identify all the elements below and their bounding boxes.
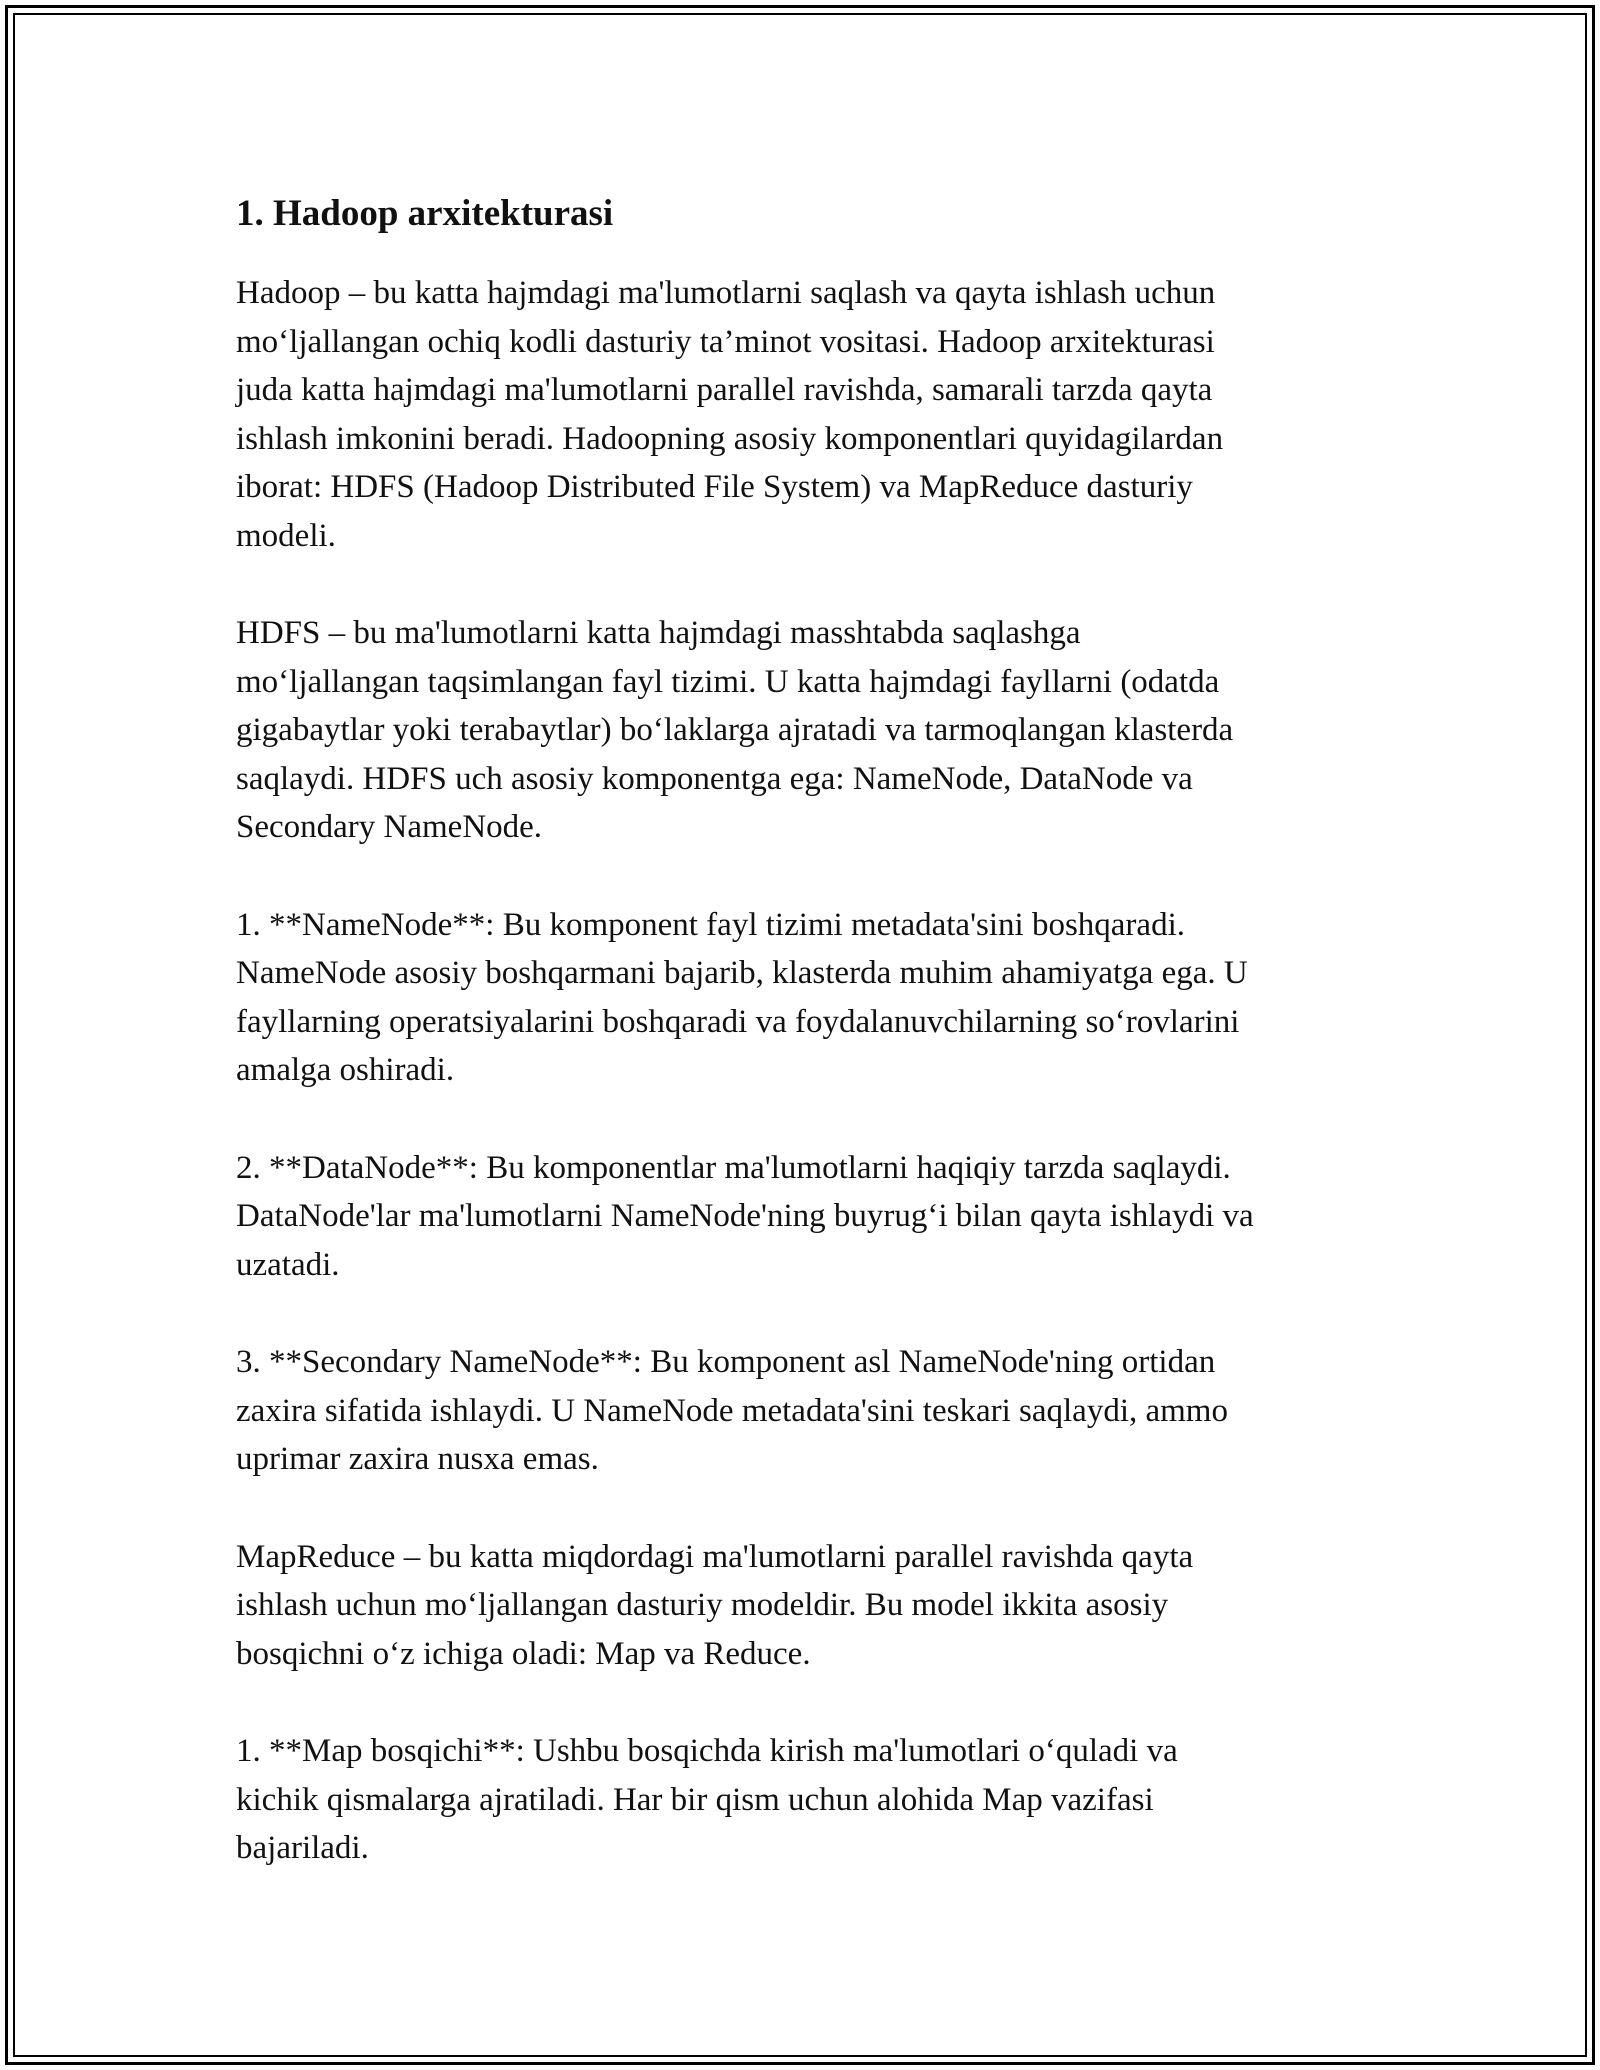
paragraph-mapreduce: MapReduce – bu katta miqdordagi ma'lumotlarni parallel ravishda qayta ishlash uchun mo‘ljallangan dasturiy modeldir. Bu model ikkita asosiy bosqichni o‘z ichiga oladi: Map va Reduce. xyxy=(236,1538,1194,1672)
paragraph-namenode: 1. **NameNode**: Bu komponent fayl tizimi metadata'sini boshqaradi. NameNode asosiy boshqarmani bajarib, klasterda muhim ahamiyatga ega. U fayllarning operatsiyalarini boshqaradi va foydalanuvchilarning so‘rovlarini amalga oshiradi. xyxy=(236,906,1248,1088)
paragraph-map-phase: 1. **Map bosqichi**: Ushbu bosqichda kirish ma'lumotlari o‘quladi va kichik qismalarga ajratiladi. Har bir qism uchun alohida Map vazifasi bajariladi. xyxy=(236,1733,1178,1866)
document-body xyxy=(236,185,1406,1922)
paragraph-hadoop-intro: Hadoop – bu katta hajmdagi ma'lumotlarni saqlash va qayta ishlash uchun mo‘ljallangan ochiq kodli dasturiy ta’minot vositasi. Hadoop arxitekturasi juda katta hajmdagi ma'lumotlarni parallel ravishda, samarali tarzda qayta ishlash imkonini beradi. Hadoopning asosiy komponentlari quyidagilardan iborat: HDFS (Hadoop Distributed File System) va MapReduce dasturiy modeli. xyxy=(236,275,1224,554)
paragraph-hdfs: HDFS – bu ma'lumotlarni katta hajmdagi masshtabda saqlashga mo‘ljallangan taqsimlangan fayl tizimi. U katta hajmdagi fayllarni (odatda gigabaytlar yoki terabaytlar) bo‘laklarga ajratadi va tarmoqlangan klasterda saqlaydi. HDFS uch asosiy komponentga ega: NameNode, DataNode va Secondary NameNode. xyxy=(236,615,1234,845)
paragraph-secondary-namenode: 3. **Secondary NameNode**: Bu komponent asl NameNode'ning ortidan zaxira sifatida ishlaydi. U NameNode metadata'sini teskari saqlaydi, ammo uprimar zaxira nusxa emas. xyxy=(236,1344,1228,1477)
paragraph-datanode: 2. **DataNode**: Bu komponentlar ma'lumotlarni haqiqiy tarzda saqlaydi. DataNode'lar ma'lumotlarni NameNode'ning buyrug‘i bilan qayta ishlaydi va uzatadi. xyxy=(236,1149,1254,1283)
section-title: 1. Hadoop arxitekturasi xyxy=(236,193,614,234)
